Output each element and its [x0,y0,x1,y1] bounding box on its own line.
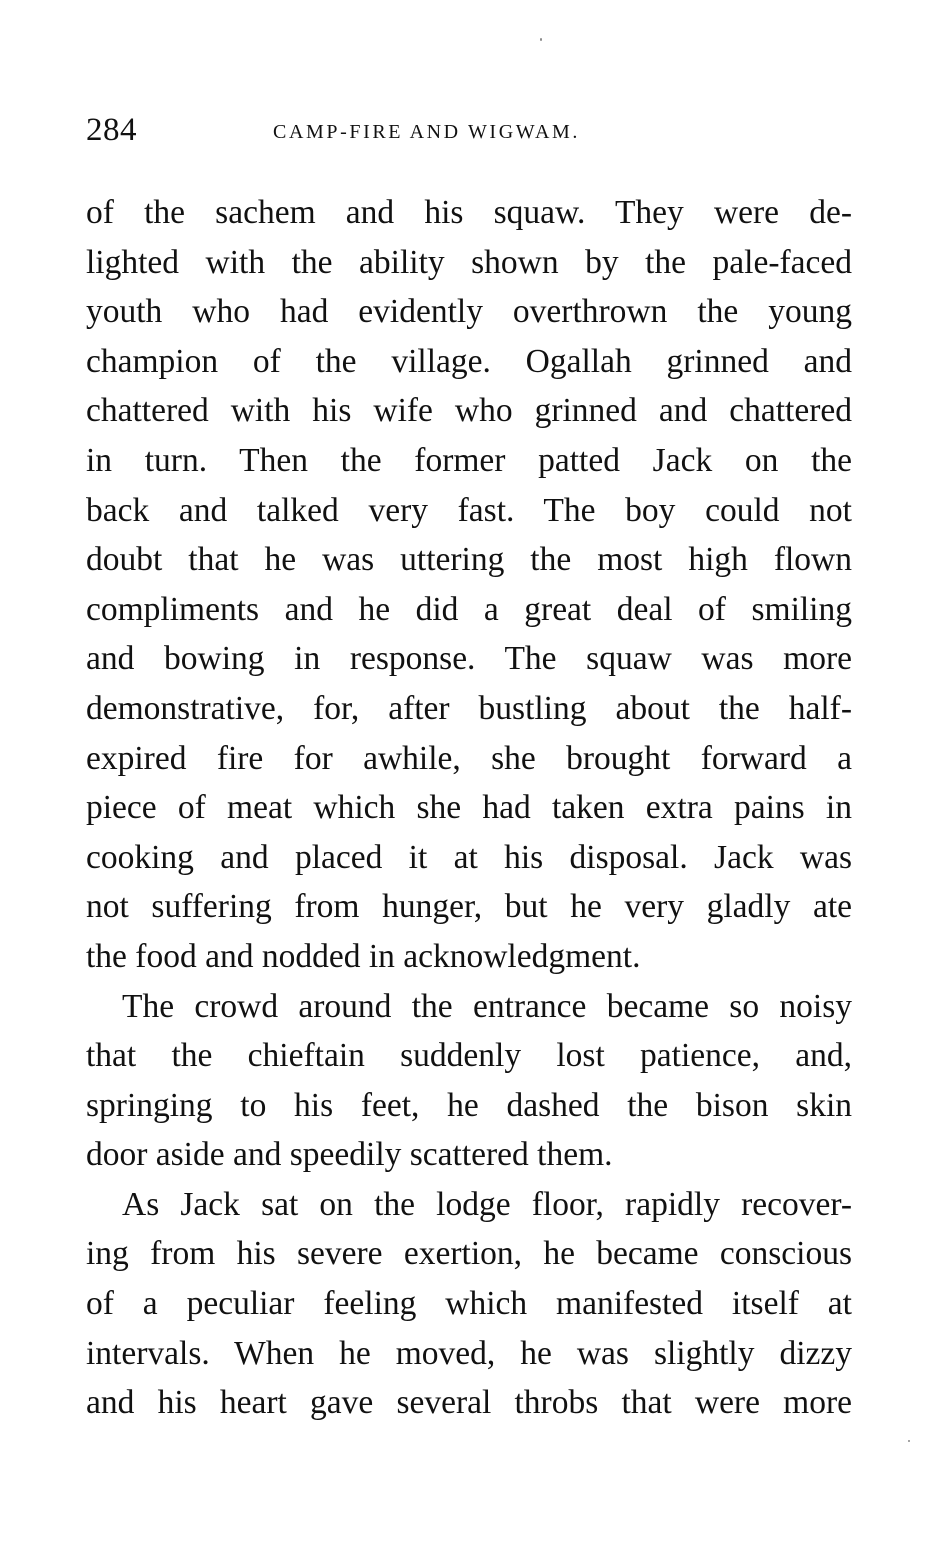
text-line: compliments and he did a great deal of smiling [86,590,852,628]
text-line: of a peculiar feeling which manifested itself at [86,1285,852,1323]
scan-speck [908,1440,910,1442]
text-line: that the chieftain suddenly lost patience, and, [86,1037,852,1075]
text-line: and his heart gave several throbs that were more [86,1384,852,1422]
text-line: of the sachem and his squaw. They were de- [86,194,852,231]
text-line: springing to his feet, he dashed the bison skin [86,1086,852,1124]
text-line: not suffering from hunger, but he very gladly ate [86,888,852,926]
text-line: youth who had evidently overthrown the young [86,293,852,331]
text-line: lighted with the ability shown by the pale-faced [86,243,852,281]
text-line: ing from his severe exertion, he became conscious [86,1235,852,1273]
text-line: doubt that he was uttering the most high flown [86,541,852,579]
text-line: and bowing in response. The squaw was more [86,640,852,678]
paragraph-1 [86,188,852,982]
text-line: piece of meat which she had taken extra pains in [86,789,852,827]
text-line: the food and nodded in acknowledgment. [86,937,641,975]
text-line: As Jack sat on the lodge floor, rapidly recover- [122,1185,852,1223]
text-line: chattered with his wife who grinned and chattered [86,392,852,430]
text-line: demonstrative, for, after bustling about the half- [86,689,852,727]
text-line: door aside and speedily scattered them. [86,1136,613,1174]
text-line: back and talked very fast. The boy could not [86,491,852,529]
text-line: The crowd around the entrance became so noisy [122,987,852,1025]
text-line: expired fire for awhile, she brought forward a [86,739,852,777]
paragraph-2 [86,982,852,1180]
scan-speck [540,38,542,41]
running-head: CAMP-FIRE AND WIGWAM. [273,121,581,143]
text-line: intervals. When he moved, he was slightly dizzy [86,1334,852,1372]
page-header [86,112,856,156]
text-line: in turn. Then the former patted Jack on the [86,441,852,479]
text-line: champion of the village. Ogallah grinned and [86,342,852,380]
body-text [86,188,852,1428]
paragraph-3 [86,1180,852,1428]
page-number: 284 [86,112,137,148]
text-line: cooking and placed it at his disposal. Jack was [86,838,852,876]
